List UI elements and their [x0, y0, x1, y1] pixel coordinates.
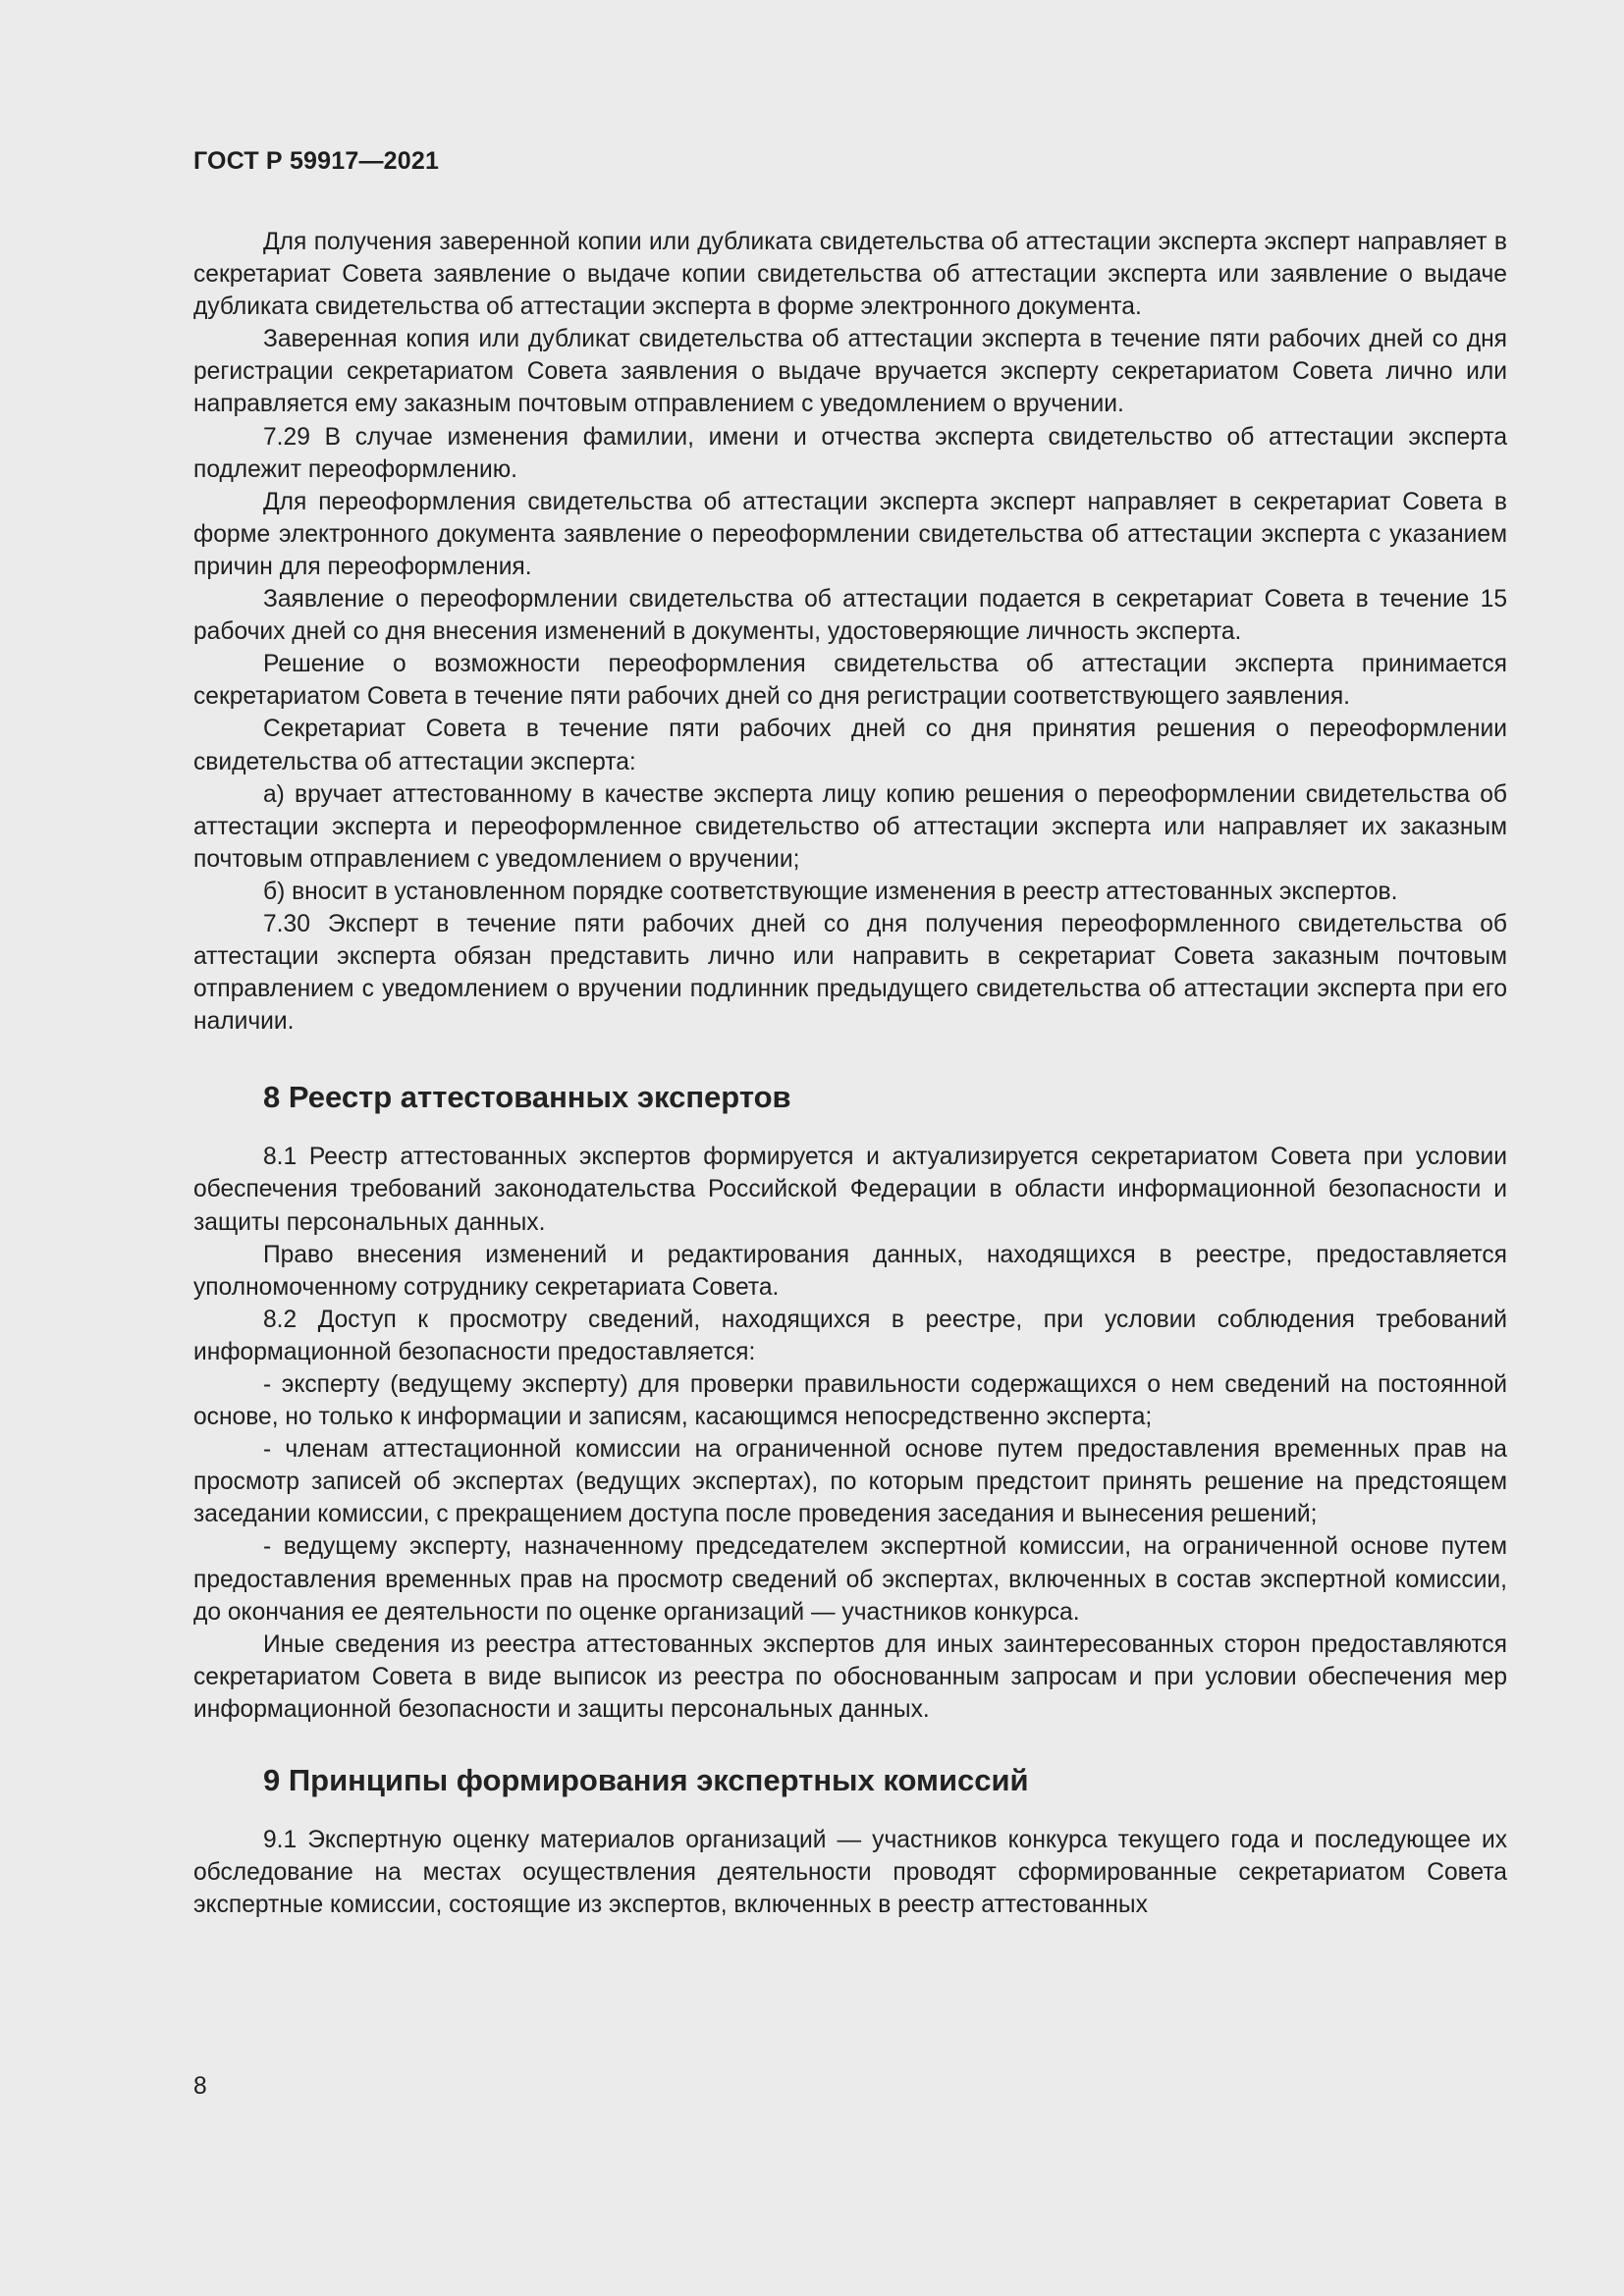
paragraph: Решение о возможности переоформления свидетельства об аттестации эксперта принимается секретариатом Совета в течение пяти рабочих дней со дня регистрации соответствующего заявления. — [193, 651, 1507, 711]
section-8-heading: 8 Реестр аттестованных экспертов — [263, 1080, 791, 1115]
clause-8-2: 8.2 Доступ к просмотру сведений, находящихся в реестре, при условии соблюдения требований информационной безопасности предоставляется: — [193, 1306, 1507, 1365]
document-code: ГОСТ Р 59917—2021 — [193, 147, 440, 175]
paragraph: Право внесения изменений и редактирования данных, находящихся в реестре, предоставляется уполномоченному сотруднику секретариата Совета. — [193, 1241, 1507, 1301]
dash-list-item: - эксперту (ведущему эксперту) для проверки правильности содержащихся о нем сведений на постоянной основе, но только к информации и записям, касающимся непосредственно эксперта; — [193, 1371, 1507, 1431]
list-item-a: а) вручает аттестованному в качестве эксперта лицу копию решения о переоформлении свидетельства об аттестации эксперта и переоформленное свидетельство об аттестации эксперта или направляет их заказным почтовым отправлением с уведомлением о вручении; — [193, 780, 1507, 873]
paragraph: Заявление о переоформлении свидетельства об аттестации подается в секретариат Совета в течение 15 рабочих дней со дня внесения изменений в документы, удостоверяющие личность эксперта. — [193, 586, 1507, 646]
paragraph: Для переоформления свидетельства об аттестации эксперта эксперт направляет в секретариат Совета в форме электронного документа заявление о переоформлении свидетельства об аттестации эксперта с указанием причин для переоформления. — [193, 488, 1507, 580]
clause-7-29: 7.29 В случае изменения фамилии, имени и отчества эксперта свидетельство об аттестации эксперта подлежит переоформлению. — [193, 423, 1507, 483]
paragraph: Для получения заверенной копии или дубликата свидетельства об аттестации эксперта эксперт направляет в секретариат Совета заявление о выдаче копии свидетельства об аттестации эксперта или заявление о выдаче дубликата свидетельства об аттестации эксперта в форме электронного документа. — [193, 229, 1507, 321]
clause-7-30: 7.30 Эксперт в течение пяти рабочих дней со дня получения переоформленного свидетельства об аттестации эксперта обязан представить лично или направить в секретариат Совета заказным почтовым отправлением с уведомлением о вручении подлинник предыдущего свидетельства об аттестации эксперта при его наличии. — [193, 910, 1507, 1036]
clause-8-1: 8.1 Реестр аттестованных экспертов формируется и актуализируется секретариатом Совета при условии обеспечения требований законодательства Российской Федерации в области информационной безопасности и защиты персональных данных. — [193, 1144, 1507, 1236]
section-9-heading: 9 Принципы формирования экспертных комиссий — [263, 1763, 1029, 1798]
dash-list-item: - ведущему эксперту, назначенному председателем экспертной комиссии, на ограниченной основе путем предоставления временных прав на просмотр сведений об экспертах, включенных в состав экспертной комиссии, до окончания ее деятельности по оценке организаций — участников конкурса. — [193, 1533, 1507, 1626]
page-number: 8 — [193, 2073, 207, 2100]
dash-list-item: - членам аттестационной комиссии на ограниченной основе путем предоставления временных прав на просмотр записей об экспертах (ведущих экспертах), по которым предстоит принять решение на предстоящем заседании комиссии, с прекращением доступа после проведения заседания и вынесения решений; — [193, 1436, 1507, 1528]
paragraph: Иные сведения из реестра аттестованных экспертов для иных заинтересованных сторон предоставляются секретариатом Совета в виде выписок из реестра по обоснованным запросам и при условии обеспечения мер информационной безопасности и защиты персональных данных. — [193, 1630, 1507, 1723]
clause-9-1: 9.1 Экспертную оценку материалов организаций — участников конкурса текущего года и последующее их обследование на местах осуществления деятельности проводят сформированные секретариатом Совета экспертные комиссии, состоящие из экспертов, включенных в реестр аттестованных — [193, 1827, 1507, 1919]
document-body — [193, 226, 1507, 1921]
paragraph: Секретариат Совета в течение пяти рабочих дней со дня принятия решения о переоформлении свидетельства об аттестации эксперта: — [193, 716, 1507, 775]
paragraph: Заверенная копия или дубликат свидетельства об аттестации эксперта в течение пяти рабочих дней со дня регистрации секретариатом Совета заявления о выдаче вручается эксперту секретариатом Совета лично или направляется ему заказным почтовым отправлением с уведомлением о вручении. — [193, 326, 1507, 418]
list-item-b: б) вносит в установленном порядке соответствующие изменения в реестр аттестованных экспертов. — [263, 878, 1398, 905]
